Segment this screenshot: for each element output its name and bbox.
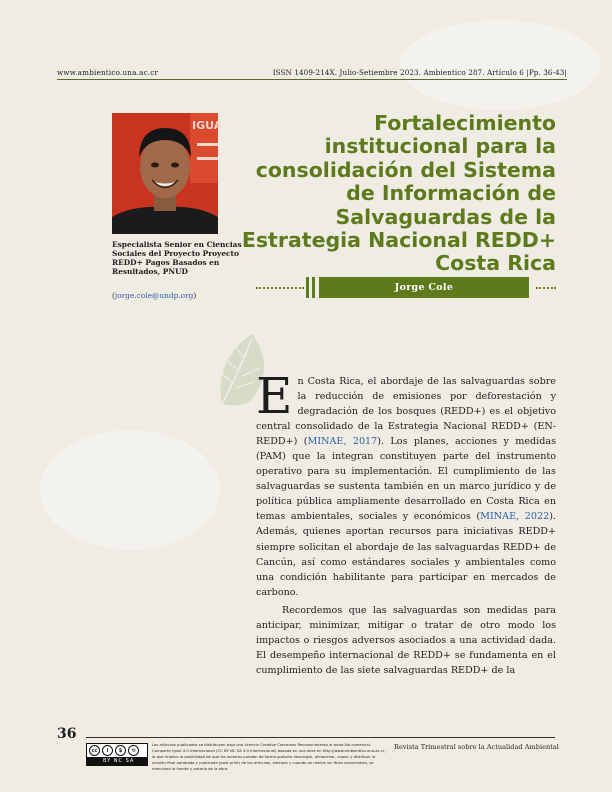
drop-cap: E [256,367,293,425]
footer-divider [86,737,555,738]
article-body [256,367,556,678]
license-text: Los artículos publicados se distribuyen bajo una licencia Creative Commons Reconocimiento al autor-No comercial-Compartir igual 4.0 Internacional (CC BY NC SA 4.0 Internacional) basada en una obra en http://www.ambientico.una.ac.cr, lo que implica la posibilidad de que los lectores puedan de forma gratuita descargar, almacenar, copiar y distribuir la versión final aprobada y publicada (post print) de los artículos, siempre y cuando se realice sin fines comerciales, se mencione la fuente y autoría de la obra. [152,742,386,771]
bar-accent [312,277,315,298]
dotted-rule-left [256,287,304,289]
background-texture [400,20,600,110]
photo-sign-text: IGUA [192,119,223,132]
author-name: Jorge Cole [319,277,529,298]
header-website: www.ambientico.una.ac.cr [57,68,159,77]
author-role: Especialista Senior en Ciencias Sociales del Proyecto Proyecto REDD+ Pagos Basados en Resultados, PNUD [112,240,242,276]
cc-license-badge[interactable] [86,743,148,766]
background-texture [40,430,220,550]
person-icon: i [102,745,113,756]
author-photo [112,113,223,234]
article-title: Fortalecimiento institucional para la consolidación del Sistema de Información de Salvaguardas de la Estrategia Nacional REDD+ Costa Rica [241,111,556,276]
header-divider [57,79,567,80]
citation-link[interactable]: MINAE, 2017 [307,436,378,448]
header-issue-info: ISSN 1409-214X. Julio-Setiembre 2023. Ambientico 287. Artículo 6 |Pp. 36-43| [272,68,567,77]
author-email-link[interactable]: jorge.cole@undp.org [114,291,194,300]
bar-accent [306,277,309,298]
cc-icon: cc [89,745,100,756]
author-email-line: (jorge.cole@undp.org) [112,291,197,300]
paragraph-1-text: ). Además, quienes aportan recursos para iniciativas REDD+ siempre solicitan el abordaje de las salvaguardas REDD+ de Cancún, así como estándares sociales y ambientales como una condición habilitante para participar en mercados de carbono. [256,511,556,598]
dollar-crossed-icon: $ [115,745,126,756]
author-bar [256,277,556,298]
paragraph-1-text: n Costa Rica, el abordaje de las salvaguardas sobre la reducción de emisiones por deforestación y degradación de los bosques (REDD+) es el objetivo central consolidado de la Estrategia Nacional REDD+ (EN-REDD+) ( [256,376,556,448]
dotted-rule-right [536,287,556,289]
paragraph-1 [256,367,556,600]
paragraph-2: Recordemos que las salvaguardas son medidas para anticipar, minimizar, mitigar o tratar de otro modo los impactos o riesgos adversos asociados a una actividad dada. El desempeño internacional de REDD+ se fundamenta en el cumplimiento de las siete salvaguardas REDD+ de la [256,604,556,676]
page-number: 36 [57,726,77,742]
cc-badge-label: BY NC SA [87,757,147,765]
paragraph-1-text: ). Los planes, acciones y medidas (PAM) que la integran constituyen parte del instrumento operativo para su implementación. El cumplimiento de las salvaguardas se sustenta también en un marco jurídico y de política pública ampliamente desarrollado en Costa Rica en temas ambientales, sociales y económicos ( [256,436,556,523]
citation-link[interactable]: MINAE, 2022 [480,511,550,523]
share-alike-icon: ⟲ [128,745,139,756]
journal-name: Revista Trimestral sobre la Actualidad Ambiental [394,743,559,751]
